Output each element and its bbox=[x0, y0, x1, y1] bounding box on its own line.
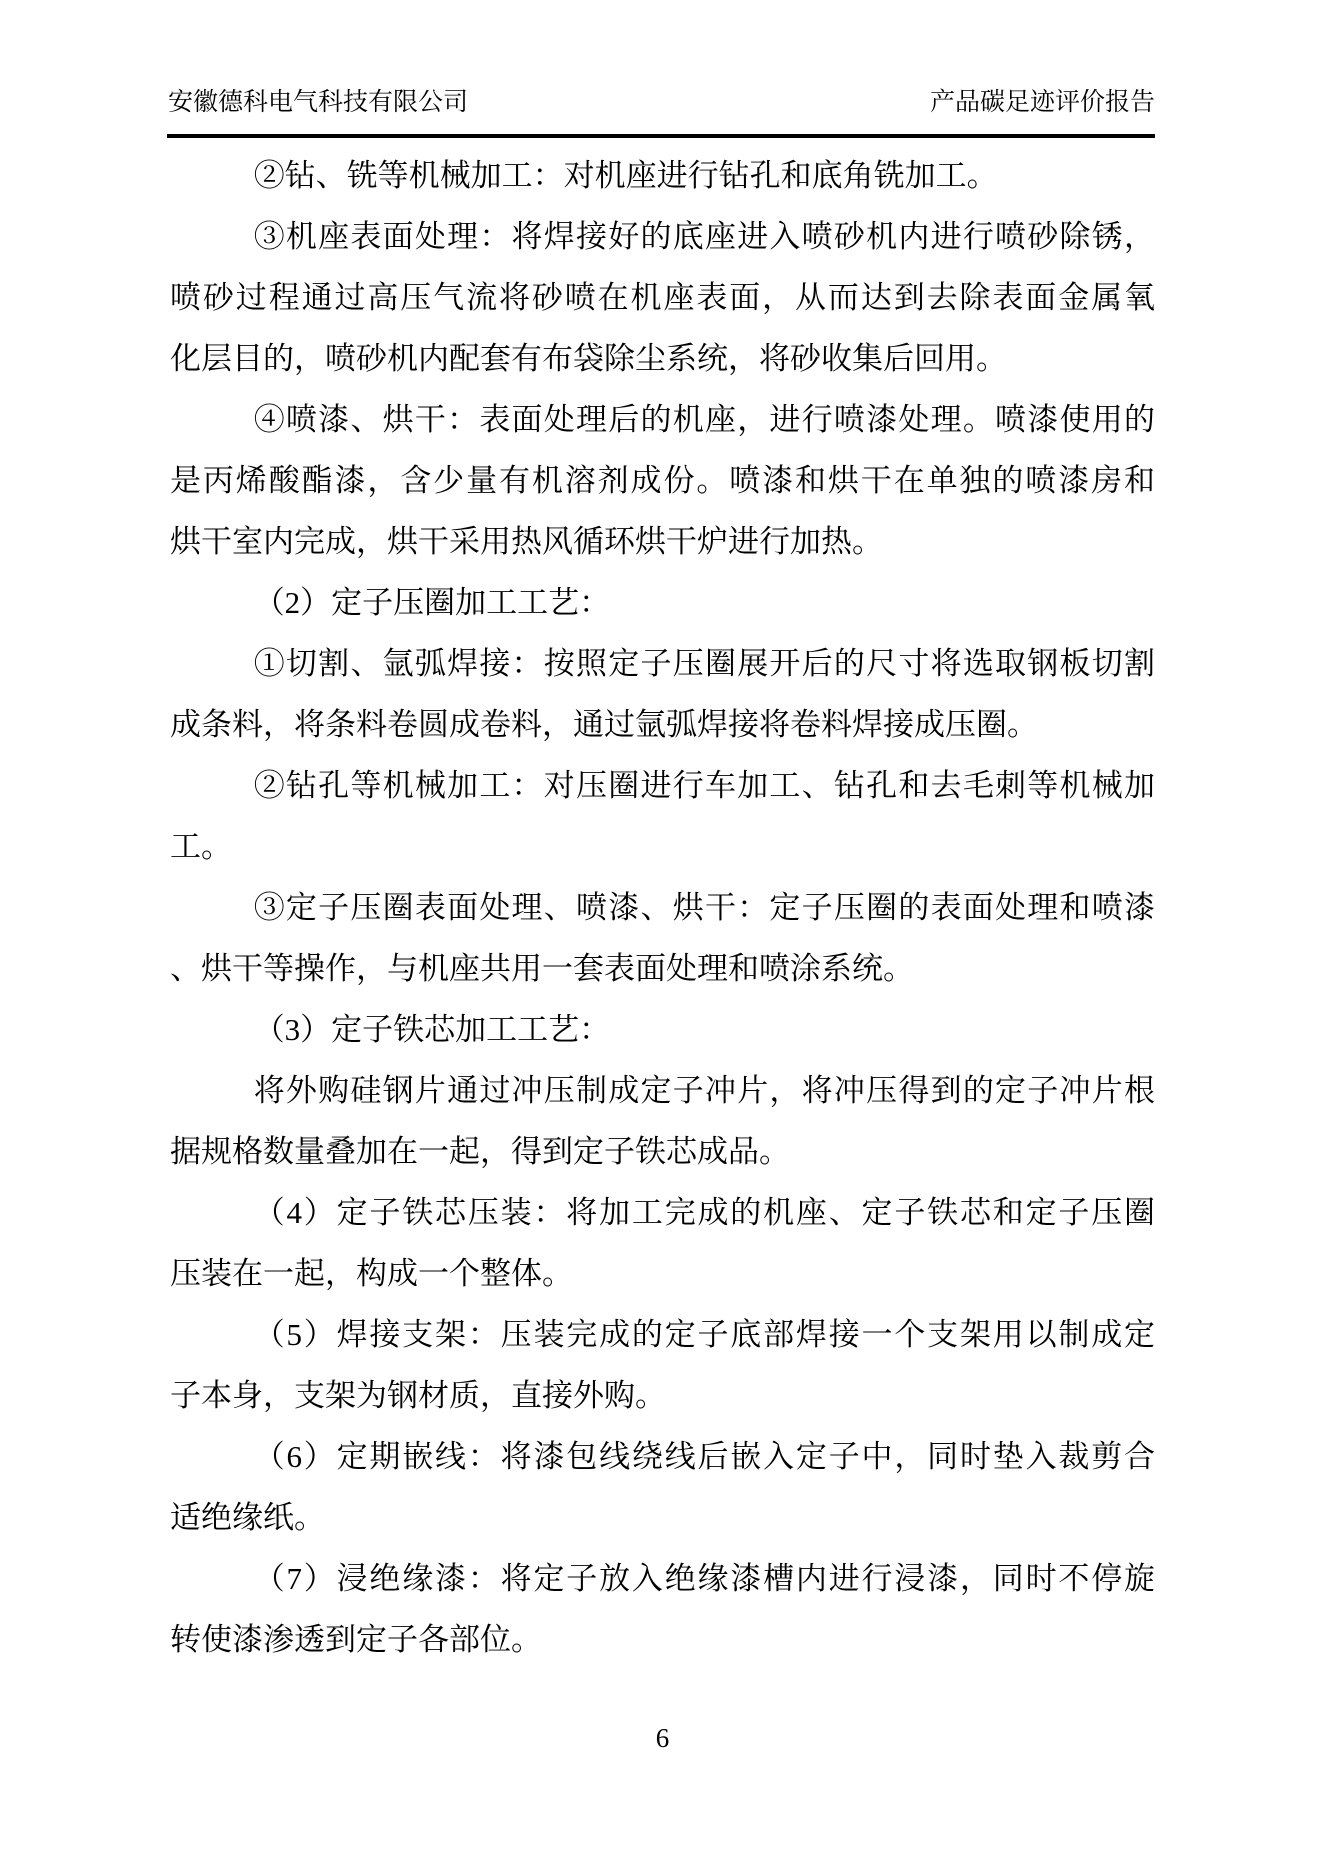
text-line: 烘干室内完成，烘干采用热风循环烘干炉进行加热。 bbox=[170, 524, 883, 559]
paragraph bbox=[170, 1548, 1155, 1670]
page-header bbox=[168, 88, 1155, 118]
text-line: ②钻孔等机械加工：对压圈进行车加工、钻孔和去毛刺等机械加 bbox=[253, 768, 1155, 803]
text-line: （7）浸绝缘漆：将定子放入绝缘漆槽内进行浸漆，同时不停旋 bbox=[253, 1561, 1155, 1596]
paragraph bbox=[170, 572, 1155, 633]
paragraph bbox=[170, 206, 1155, 389]
header-company-name: 安徽德科电气科技有限公司 bbox=[168, 89, 469, 116]
paragraph bbox=[170, 1426, 1155, 1548]
text-line: 喷砂过程通过高压气流将砂喷在机座表面，从而达到去除表面金属氧 bbox=[170, 280, 1155, 315]
header-report-title: 产品碳足迹评价报告 bbox=[929, 89, 1155, 116]
paragraph bbox=[170, 633, 1155, 755]
page-number: 6 bbox=[655, 1723, 670, 1753]
text-line: 子本身，支架为钢材质，直接外购。 bbox=[170, 1378, 666, 1413]
paragraph bbox=[170, 1182, 1155, 1304]
text-line: 工。 bbox=[170, 829, 232, 864]
paragraph bbox=[170, 1060, 1155, 1182]
text-line: ④喷漆、烘干：表面处理后的机座，进行喷漆处理。喷漆使用的 bbox=[253, 402, 1155, 437]
paragraph bbox=[170, 389, 1155, 572]
document-body bbox=[170, 145, 1155, 1670]
text-line: 是丙烯酸酯漆，含少量有机溶剂成份。喷漆和烘干在单独的喷漆房和 bbox=[170, 463, 1155, 498]
text-line: 据规格数量叠加在一起，得到定子铁芯成品。 bbox=[170, 1134, 790, 1169]
text-line: 将外购硅钢片通过冲压制成定子冲片，将冲压得到的定子冲片根 bbox=[253, 1073, 1155, 1108]
text-line: 成条料，将条料卷圆成卷料，通过氩弧焊接将卷料焊接成压圈。 bbox=[170, 707, 1038, 742]
text-line: 、烘干等操作，与机座共用一套表面处理和喷涂系统。 bbox=[170, 951, 914, 986]
paragraph bbox=[170, 999, 1155, 1060]
text-line: ③定子压圈表面处理、喷漆、烘干：定子压圈的表面处理和喷漆 bbox=[253, 890, 1155, 925]
text-line: （3）定子铁芯加工工艺： bbox=[253, 1012, 611, 1047]
page-footer bbox=[170, 1722, 1155, 1754]
paragraph bbox=[170, 755, 1155, 877]
paragraph bbox=[170, 145, 1155, 206]
header-rule bbox=[167, 134, 1155, 138]
text-line: ③机座表面处理：将焊接好的底座进入喷砂机内进行喷砂除锈， bbox=[253, 219, 1155, 254]
text-line: （5）焊接支架：压装完成的定子底部焊接一个支架用以制成定 bbox=[253, 1317, 1155, 1352]
text-line: 化层目的，喷砂机内配套有布袋除尘系统，将砂收集后回用。 bbox=[170, 341, 1007, 376]
text-line: （6）定期嵌线：将漆包线绕线后嵌入定子中，同时垫入裁剪合 bbox=[253, 1439, 1155, 1474]
text-line: ②钻、铣等机械加工：对机座进行钻孔和底角铣加工。 bbox=[253, 158, 998, 193]
text-line: （4）定子铁芯压装：将加工完成的机座、定子铁芯和定子压圈 bbox=[253, 1195, 1155, 1230]
text-line: 压装在一起，构成一个整体。 bbox=[170, 1256, 573, 1291]
text-line: 适绝缘纸。 bbox=[170, 1500, 325, 1535]
text-line: ①切割、氩弧焊接：按照定子压圈展开后的尺寸将选取钢板切割 bbox=[253, 646, 1155, 681]
paragraph bbox=[170, 1304, 1155, 1426]
paragraph bbox=[170, 877, 1155, 999]
text-line: （2）定子压圈加工工艺： bbox=[253, 585, 611, 620]
text-line: 转使漆渗透到定子各部位。 bbox=[170, 1622, 542, 1657]
